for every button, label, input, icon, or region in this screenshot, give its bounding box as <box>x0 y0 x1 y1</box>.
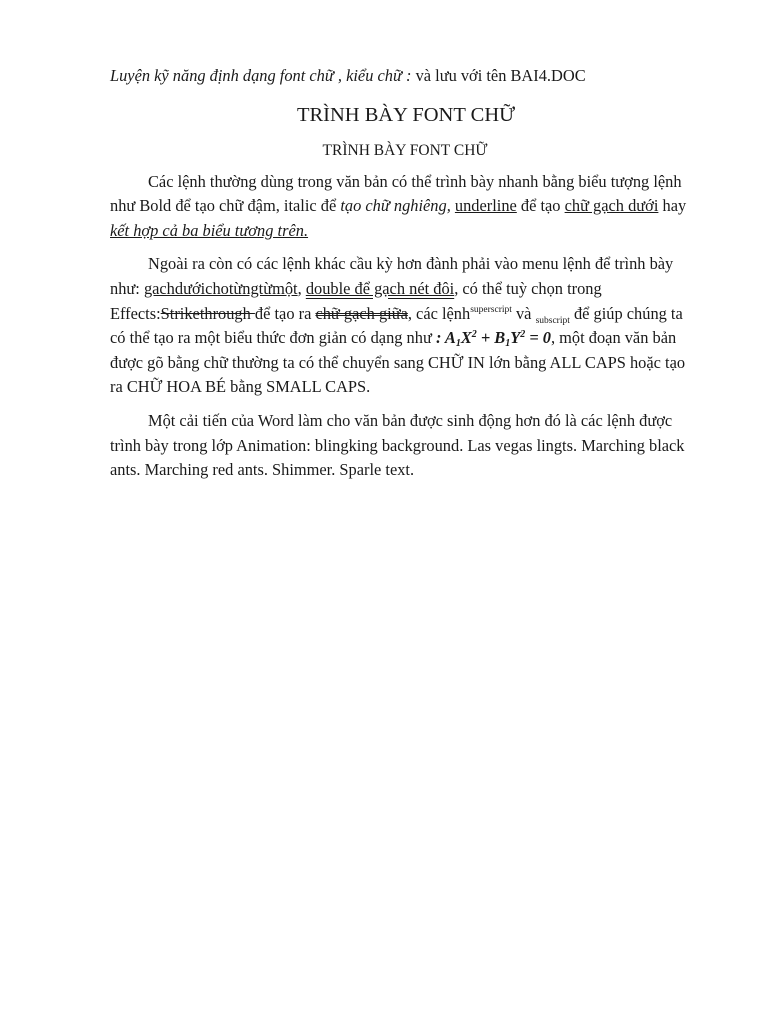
equation-sup-2a: 2 <box>471 329 477 341</box>
intro-line <box>110 64 700 89</box>
equation-x: X <box>460 328 472 348</box>
equation-colon: : <box>435 328 445 348</box>
equation-end: = 0 <box>525 328 551 348</box>
equation-sup-2b: 2 <box>520 329 526 341</box>
para2-double-underline-text: double để gạch nét đôi <box>305 278 455 298</box>
document-body <box>110 64 700 483</box>
paragraph-3: Một cải tiến của Word làm cho văn bản được sinh động hơn đó là các lệnh được trình bày trong lớp Animation: blingking background. Las vegas lingts. Marching black ants. Marching red ants. Shimmer. Sparle text. <box>110 410 685 480</box>
para1-text-3: để tạo <box>516 196 565 216</box>
para1-italic-underline-text: kết hợp cả ba biểu tương trên. <box>110 220 309 240</box>
paragraph-1 <box>110 170 700 244</box>
para2-text-2: , <box>297 278 306 298</box>
para2-word-underline-text: gachdướichotừngtừmột <box>143 278 298 298</box>
para1-text-4: hay <box>658 196 687 216</box>
para2-strikethrough-text: Strikethrough <box>160 303 255 323</box>
para2-equation <box>435 328 551 350</box>
para2-text-5: , các lệnh <box>407 303 471 323</box>
page-title: TRÌNH BÀY FONT CHỮ <box>296 103 516 126</box>
para2-double-strikethrough-text: chữ gạch giữa <box>315 303 408 323</box>
page-subtitle: TRÌNH BÀY FONT CHỮ <box>322 141 488 159</box>
paragraph-2 <box>110 252 700 400</box>
equation-sub-1b: 1 <box>505 338 511 350</box>
para1-underline-text: underline <box>454 196 517 216</box>
para2-text-1: Ngoài ra còn có các lệnh khác cầu kỳ hơn đành phải vào menu lệnh để trình bày như: <box>110 254 674 298</box>
para2-text-7: để giúp chúng ta có thể tạo ra một biểu thức đơn giản có dạng như <box>110 303 683 348</box>
para2-text-6: và <box>511 303 536 323</box>
para2-superscript-text: superscript <box>470 304 512 315</box>
para1-italic-text: tạo chữ nghiêng, <box>340 196 451 216</box>
para1-underline-text-2: chữ gạch dưới <box>564 196 659 216</box>
para2-text-8: , một đoạn văn bản được gõ bằng chữ thường ta có thể chuyển sang CHỮ IN lớn bằng ALL CAPS hoặc tạo ra CHỮ HOA BÉ bằng SMALL CAPS. <box>110 328 686 397</box>
para1-text-1: Các lệnh thường dùng trong văn bản có thể trình bày nhanh bằng biểu tượng lệnh như Bold để tạo chữ đậm, italic để <box>110 171 682 216</box>
para2-subscript-text: subscript <box>535 315 570 326</box>
equation-a: A <box>444 328 456 348</box>
intro-normal-text: và lưu với tên BAI4.DOC <box>411 66 586 85</box>
intro-italic-text: Luyện kỹ năng định dạng font chữ , kiểu chữ : <box>110 66 412 85</box>
equation-y: Y <box>510 328 521 348</box>
equation-plus-b: + B <box>476 328 506 348</box>
equation-sub-1a: 1 <box>455 338 461 350</box>
para2-text-3: , có thể tuỳ chọn trong Effects: <box>110 278 602 323</box>
para2-text-4: để tạo ra <box>254 303 316 323</box>
